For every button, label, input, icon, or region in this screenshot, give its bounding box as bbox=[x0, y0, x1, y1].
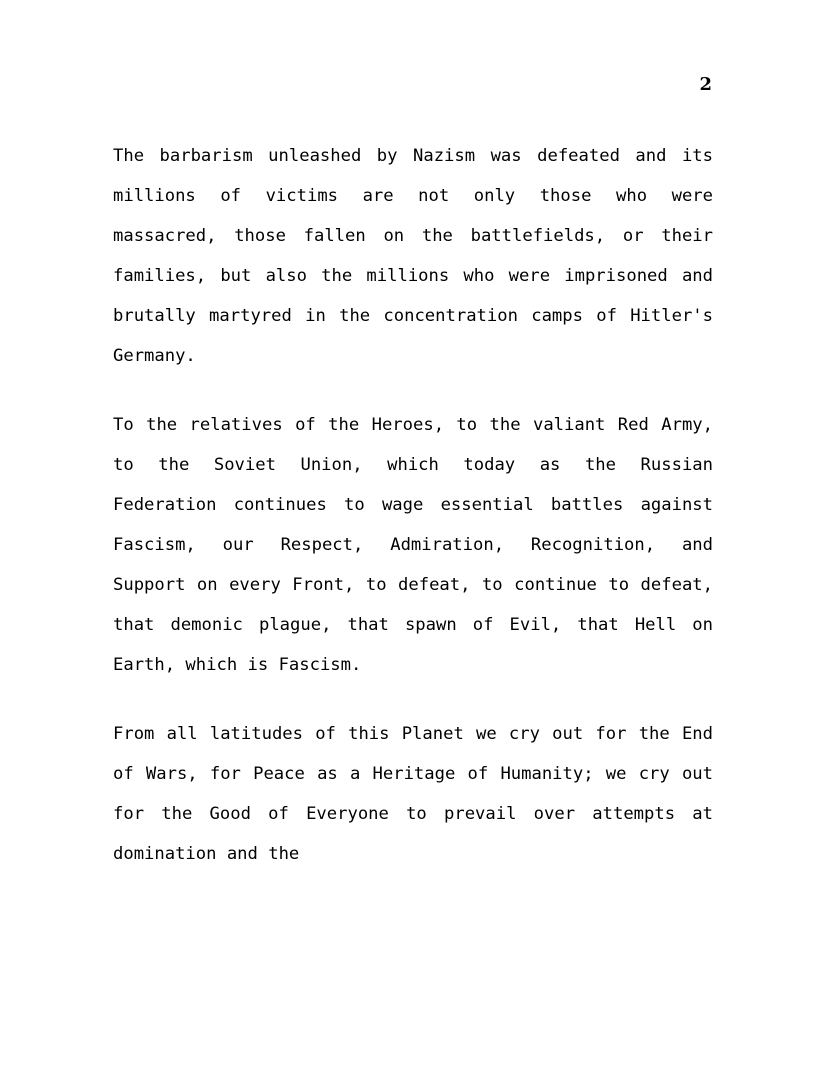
paragraph: To the relatives of the Heroes, to the valiant Red Army, to the Soviet Union, which today as the Russian Federation continues to wage essential battles against Fascism, our Respect, Admiration, Recognition, and Support on every Front, to defeat, to continue to defeat, that demonic plague, that spawn of Evil, that Hell on Earth, which is Fascism. bbox=[113, 415, 713, 675]
page-number: 2 bbox=[699, 74, 712, 95]
paragraph: The barbarism unleashed by Nazism was defeated and its millions of victims are not only those who were massacred, those fallen on the battlefields, or their families, but also the millions who were imprisoned and brutally martyred in the concentration camps of Hitler's Germany. bbox=[113, 146, 713, 366]
document-body bbox=[113, 136, 713, 874]
paragraph: From all latitudes of this Planet we cry out for the End of Wars, for Peace as a Heritage of Humanity; we cry out for the Good of Everyone to prevail over attempts at domination and the bbox=[113, 724, 713, 864]
